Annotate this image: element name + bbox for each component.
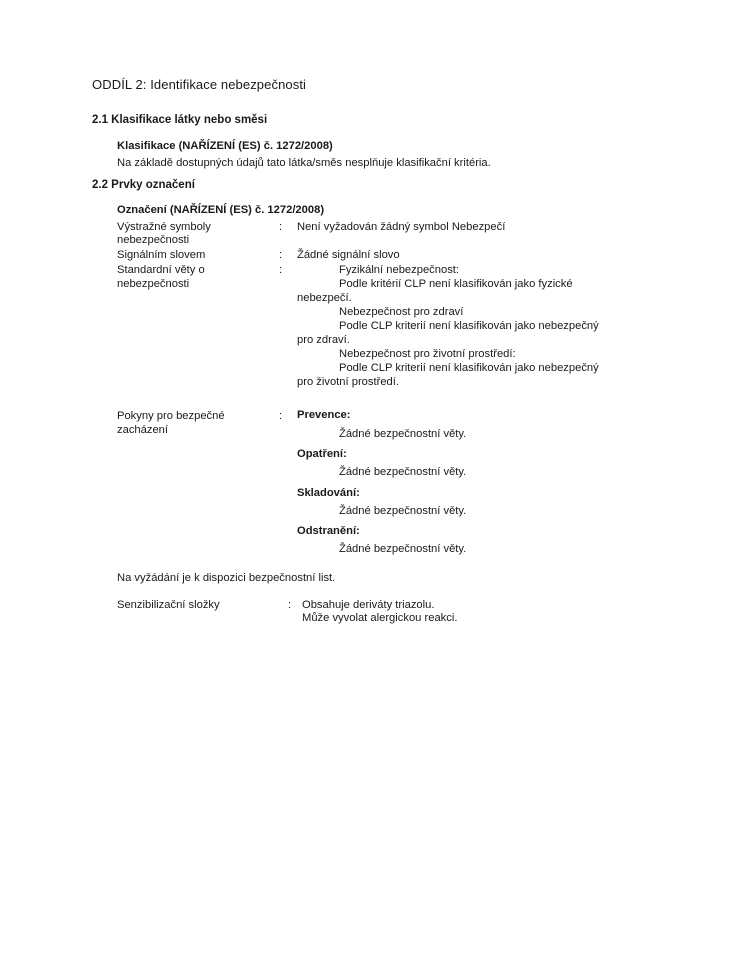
physical-hazard-line2: nebezpečí. bbox=[297, 292, 352, 304]
health-hazard-title: Nebezpečnost pro zdraví bbox=[339, 306, 464, 318]
health-hazard-line2: pro zdraví. bbox=[297, 334, 350, 346]
hazard-statements-label-line2: nebezpečnosti bbox=[117, 278, 190, 290]
classification-title: Klasifikace (NAŘÍZENÍ (ES) č. 1272/2008) bbox=[117, 140, 333, 152]
sds-availability-note: Na vyžádání je k dispozici bezpečnostní list. bbox=[117, 572, 336, 584]
sensitizers-label: Senzibilizační složky bbox=[117, 599, 220, 611]
response-title: Opatření: bbox=[297, 448, 347, 460]
health-hazard-line1: Podle CLP kriterií není klasifikován jako nebezpečný bbox=[339, 320, 599, 332]
physical-hazard-title: Fyzikální nebezpečnost: bbox=[339, 264, 460, 276]
sensitizers-line2: Může vyvolat alergickou reakci. bbox=[302, 612, 458, 624]
disposal-text: Žádné bezpečnostní věty. bbox=[339, 543, 467, 555]
signal-word-value: Žádné signální slovo bbox=[297, 249, 400, 261]
prevention-text: Žádné bezpečnostní věty. bbox=[339, 428, 467, 440]
hazard-symbols-value: Není vyžadován žádný symbol Nebezpečí bbox=[297, 221, 506, 233]
signal-word-colon: : bbox=[279, 249, 283, 261]
hazard-symbols-colon: : bbox=[279, 221, 283, 233]
subsection-2-2-heading: 2.2 Prvky označení bbox=[92, 179, 195, 191]
physical-hazard-line1: Podle kritérií CLP není klasifikován jako fyzické bbox=[339, 278, 573, 290]
response-text: Žádné bezpečnostní věty. bbox=[339, 466, 467, 478]
env-hazard-line1: Podle CLP kriterií není klasifikován jako nebezpečný bbox=[339, 362, 599, 374]
subsection-2-1-heading: 2.1 Klasifikace látky nebo směsi bbox=[92, 114, 268, 126]
precautionary-colon: : bbox=[279, 410, 283, 422]
section-title: ODDÍL 2: Identifikace nebezpečnosti bbox=[92, 77, 307, 92]
hazard-statements-colon: : bbox=[279, 264, 283, 276]
signal-word-label: Signálním slovem bbox=[117, 249, 206, 261]
precautionary-label-line1: Pokyny pro bezpečné bbox=[117, 410, 225, 422]
precautionary-label-line2: zacházení bbox=[117, 424, 168, 436]
env-hazard-title: Nebezpečnost pro životní prostředí: bbox=[339, 348, 516, 360]
storage-title: Skladování: bbox=[297, 487, 360, 499]
hazard-symbols-label-line2: nebezpečnosti bbox=[117, 234, 190, 246]
prevention-title: Prevence: bbox=[297, 409, 351, 421]
disposal-title: Odstranění: bbox=[297, 525, 360, 537]
sensitizers-line1: Obsahuje deriváty triazolu. bbox=[302, 599, 435, 611]
hazard-symbols-label-line1: Výstražné symboly bbox=[117, 221, 211, 233]
storage-text: Žádné bezpečnostní věty. bbox=[339, 505, 467, 517]
labelling-title: Označení (NAŘÍZENÍ (ES) č. 1272/2008) bbox=[117, 204, 325, 216]
hazard-statements-label-line1: Standardní věty o bbox=[117, 264, 205, 276]
sensitizers-colon: : bbox=[288, 599, 292, 611]
env-hazard-line2: pro životní prostředí. bbox=[297, 376, 399, 388]
classification-text: Na základě dostupných údajů tato látka/směs nesplňuje klasifikační kritéria. bbox=[117, 157, 491, 169]
